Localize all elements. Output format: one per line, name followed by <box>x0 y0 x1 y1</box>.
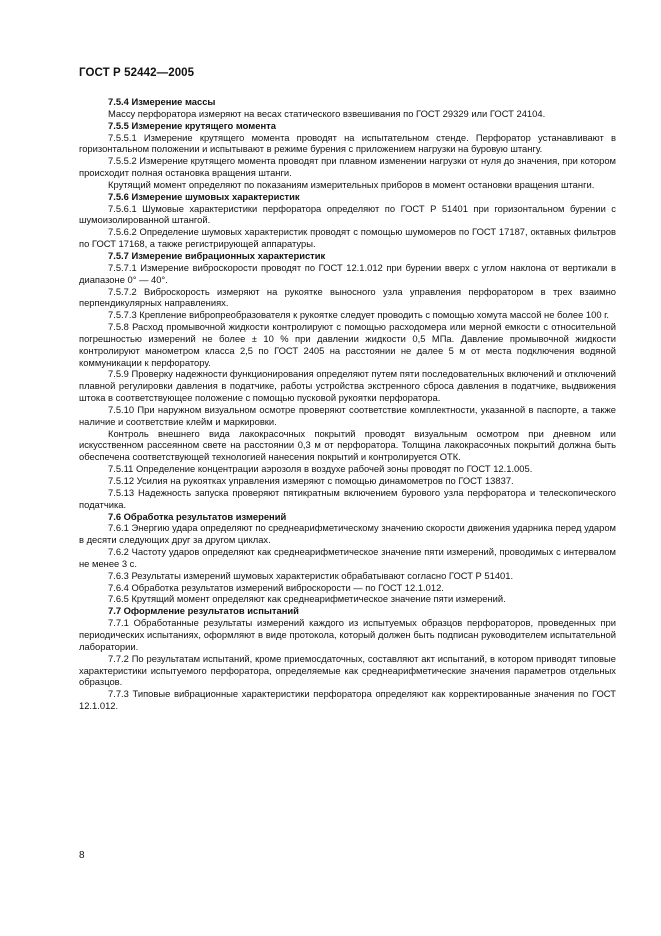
paragraph: 7.5.5.1 Измерение крутящего момента проводят на испытательном стенде. Перфоратор устанавливают в горизонтальном положении и испытывают в режиме бурения с приложением нагрузки на буровую штангу. <box>79 131 616 155</box>
paragraph: 7.5.10 При наружном визуальном осмотре проверяют соответствие комплектности, указанной в паспорте, а также наличие и соответствие клейм и маркировки. <box>79 403 616 427</box>
section-heading-7-7: 7.7 Оформление результатов испытаний <box>108 605 299 617</box>
paragraph: 7.6.5 Крутящий момент определяют как среднеарифметическое значение пяти измерений. <box>108 593 506 605</box>
paragraph: Контроль внешнего вида лакокрасочных покрытий проводят визуальным осмотром при дневном или искусственном рассеянном свете на расстоянии 0,3 м от перфоратора. Толщина лакокрасочных покрытий должна быть обеспечена соответствующей технологией нанесения покрытий и контролируется ОТК. <box>79 427 616 463</box>
paragraph: 7.5.6.1 Шумовые характеристики перфоратора определяют по ГОСТ Р 51401 при горизонтальном бурении с шумоизолированной штангой. <box>79 202 616 226</box>
paragraph: Крутящий момент определяют по показаниям измерительных приборов в момент остановки вращения штанги. <box>108 178 595 190</box>
page-number: 8 <box>79 850 85 861</box>
paragraph: 7.5.8 Расход промывочной жидкости контролируют с помощью расходомера или мерной емкости с относительной погрешностью измерений не более ± 10 % при давлении жидкости 0,5 МПа. Давление промывочной жидкости контролируют манометром класса 2,5 по ГОСТ 2405 на расстоянии не далее 5 м от места подключения водяной коммуникации к перфоратору. <box>79 321 616 368</box>
section-heading-7-5-4: 7.5.4 Измерение массы <box>108 96 216 107</box>
paragraph: 7.5.11 Определение концентрации аэрозоля в воздухе рабочей зоны проводят по ГОСТ 12.1.005. <box>108 463 533 475</box>
section-heading-7-5-6: 7.5.6 Измерение шумовых характеристик <box>108 190 300 202</box>
section-heading-7-5-7: 7.5.7 Измерение вибрационных характеристик <box>108 249 326 261</box>
paragraph: 7.7.1 Обработанные результаты измерений каждого из испытуемых образцов перфораторов, проведенных при периодических испытаниях, оформляют в виде протокола, который должен быть подписан руководителем испытательной лаборатории. <box>79 617 616 652</box>
paragraph: 7.5.12 Усилия на рукоятках управления измеряют с помощью динамометров по ГОСТ 13837. <box>108 475 514 486</box>
paragraph: 7.7.3 Типовые вибрационные характеристики перфоратора определяют как корректированные значения по ГОСТ 12.1.012. <box>79 688 616 712</box>
paragraph: 7.6.1 Энергию удара определяют по среднеарифметическому значению скорости движения ударника перед ударом в десяти следующих друг за другом циклах. <box>79 522 616 546</box>
document-header: ГОСТ Р 52442—2005 <box>79 67 195 79</box>
paragraph: 7.6.4 Обработка результатов измерений виброскорости — по ГОСТ 12.1.012. <box>108 581 444 593</box>
paragraph: Массу перфоратора измеряют на весах статического взвешивания по ГОСТ 29329 или ГОСТ 24104. <box>108 107 546 119</box>
document-body <box>79 96 616 712</box>
paragraph: 7.5.7.1 Измерение виброскорости проводят по ГОСТ 12.1.012 при бурении вверх с углом наклона от вертикали в диапазоне 0° — 40°. <box>79 261 616 285</box>
paragraph: 7.6.2 Частоту ударов определяют как среднеарифметическое значение пяти измерений, проводимых с интервалом не менее 3 с. <box>79 546 616 569</box>
paragraph: 7.5.5.2 Измерение крутящего момента проводят при плавном изменении нагрузки от нуля до значения, при котором происходит полная остановка вращения штанги. <box>79 155 617 179</box>
paragraph: 7.5.6.2 Определение шумовых характеристик проводят с помощью шумомеров по ГОСТ 17187, октавных фильтров по ГОСТ 17168, а также регистрирующей аппаратуры. <box>79 226 616 250</box>
paragraph: 7.6.3 Результаты измерений шумовых характеристик обрабатывают согласно ГОСТ Р 51401. <box>108 569 514 581</box>
paragraph: 7.5.7.2 Виброскорость измеряют на рукоятке выносного узла управления перфоратором в трех взаимно перпендикулярных направлениях. <box>79 285 616 309</box>
section-heading-7-6: 7.6 Обработка результатов измерений <box>108 510 287 522</box>
section-heading-7-5-5: 7.5.5 Измерение крутящего момента <box>108 119 276 131</box>
paragraph: 7.5.9 Проверку надежности функционирования определяют путем пяти последовательных включений и отключений плавной регулировки давления в податчике, работы устройства экстренного сброса давления в податчике, выдвижения штока в соответствующее положение с помощью пусковой рукоятки перфоратора. <box>79 368 616 404</box>
paragraph: 7.5.13 Надежность запуска проверяют пятикратным включением бурового узла перфоратора и телескопического податчика. <box>79 486 616 510</box>
paragraph: 7.5.7.3 Крепление вибропреобразователя к рукоятке следует проводить с помощью хомута массой не более 100 г. <box>108 309 610 321</box>
paragraph: 7.7.2 По результатам испытаний, кроме приемосдаточных, составляют акт испытаний, в котором приводят типовые характеристики испытуемого перфоратора, определяемые как среднеарифметические значения параметров отдельных образцов. <box>79 652 616 688</box>
